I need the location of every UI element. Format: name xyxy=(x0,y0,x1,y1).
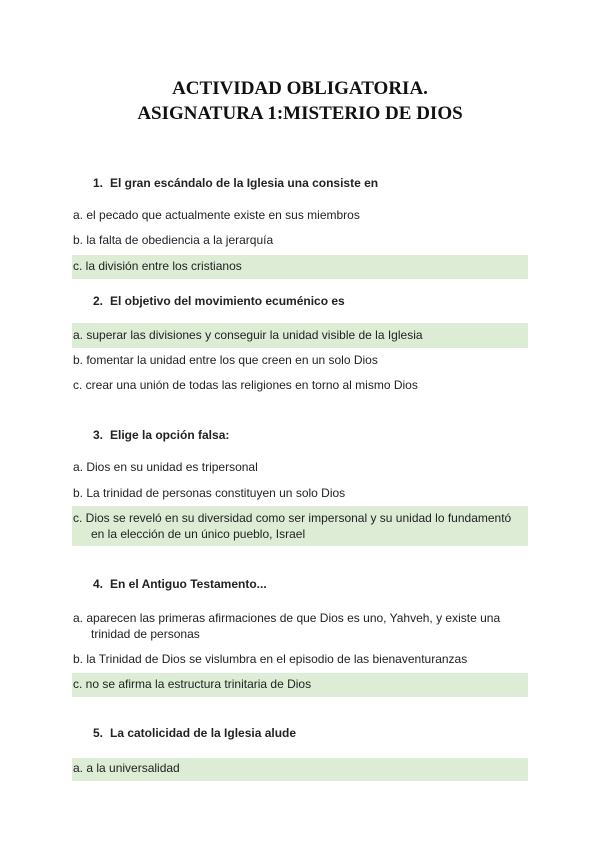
option-1c[interactable]: c. la división entre los cristianos xyxy=(72,255,528,279)
question-3 xyxy=(93,428,229,442)
option-text-continued: en la elección de un único pueblo, Israel xyxy=(91,527,306,541)
option-text-continued: trinidad de personas xyxy=(91,627,200,641)
option-2a[interactable]: a. superar las divisiones y conseguir la unidad visible de la Iglesia xyxy=(72,323,528,348)
option-1a[interactable]: a. el pecado que actualmente existe en sus miembros xyxy=(73,208,360,222)
question-1 xyxy=(93,176,378,190)
question-5 xyxy=(93,726,296,740)
option-4c[interactable]: c. no se afirma la estructura trinitaria de Dios xyxy=(72,673,528,697)
title-line-1: ACTIVIDAD OBLIGATORIA. xyxy=(172,78,428,99)
question-text: La catolicidad de la Iglesia alude xyxy=(110,726,297,740)
question-number: 4. xyxy=(93,577,104,591)
question-number: 3. xyxy=(93,428,104,442)
option-2b[interactable]: b. fomentar la unidad entre los que creen en un solo Dios xyxy=(73,353,378,367)
option-3a[interactable]: a. Dios en su unidad es tripersonal xyxy=(73,460,258,474)
option-3b[interactable]: b. La trinidad de personas constituyen un solo Dios xyxy=(73,486,346,500)
question-text: En el Antiguo Testamento... xyxy=(110,577,267,591)
question-text: El gran escándalo de la Iglesia una consiste en xyxy=(110,176,379,190)
option-1b[interactable]: b. la falta de obediencia a la jerarquía xyxy=(73,233,274,247)
question-2 xyxy=(93,294,345,308)
option-4a[interactable] xyxy=(72,610,528,642)
option-2c[interactable]: c. crear una unión de todas las religiones en torno al mismo Dios xyxy=(73,378,418,392)
question-number: 2. xyxy=(93,294,104,308)
question-number: 5. xyxy=(93,726,104,740)
option-3c[interactable] xyxy=(72,506,528,546)
question-number: 1. xyxy=(93,176,104,190)
option-text: a. aparecen las primeras afirmaciones de que Dios es uno, Yahveh, y existe una xyxy=(73,611,501,625)
question-4 xyxy=(93,577,267,591)
option-text: c. Dios se reveló en su diversidad como ser impersonal y su unidad lo fundamentó xyxy=(73,511,512,525)
question-text: Elige la opción falsa: xyxy=(110,428,230,442)
title-line-2: ASIGNATURA 1:MISTERIO DE DIOS xyxy=(137,103,463,124)
option-5a[interactable]: a. a la universalidad xyxy=(72,758,528,781)
option-4b[interactable]: b. la Trinidad de Dios se vislumbra en el episodio de las bienaventuranzas xyxy=(73,652,468,666)
question-text: El objetivo del movimiento ecuménico es xyxy=(110,294,345,308)
